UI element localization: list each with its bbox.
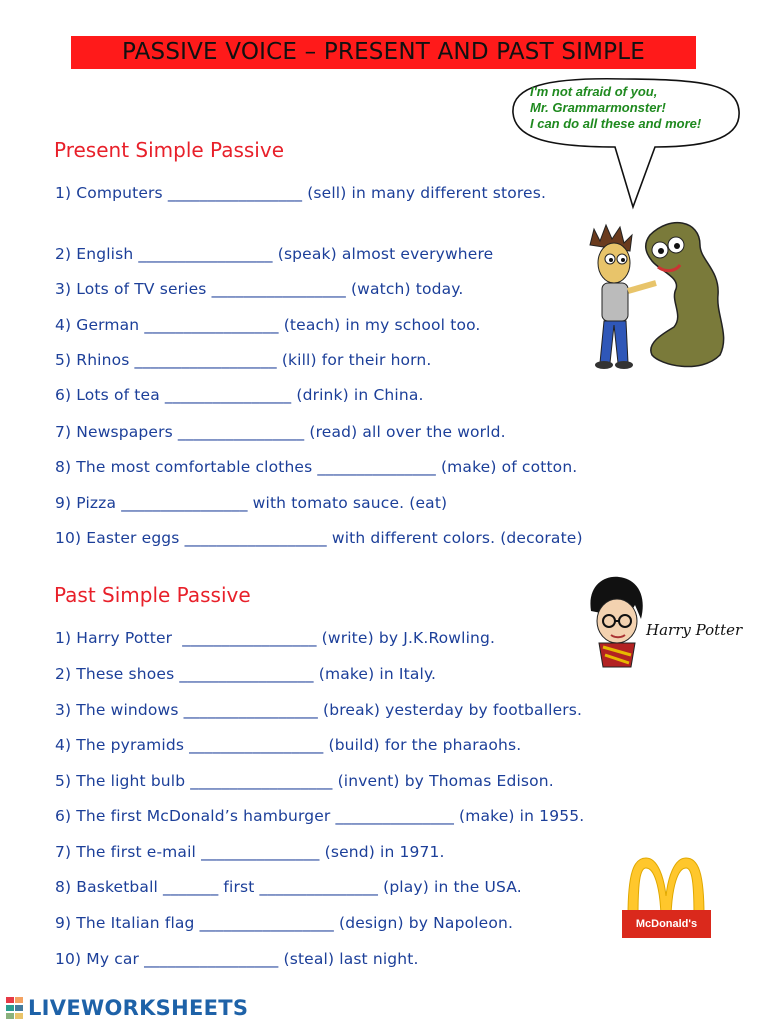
harry-potter-illustration xyxy=(585,575,647,670)
speech-bubble-text xyxy=(530,84,735,132)
present-item: 10) Easter eggs __________________ with different colors. (decorate) xyxy=(55,529,583,547)
present-item: 8) The most comfortable clothes _______________ (make) of cotton. xyxy=(55,458,578,476)
present-simple-heading: Present Simple Passive xyxy=(54,138,284,162)
present-item: 6) Lots of tea ________________ (drink) in China. xyxy=(55,386,424,404)
footer-brand: LIVEWORKSHEETS xyxy=(28,996,249,1020)
past-item: 10) My car _________________ (steal) last night. xyxy=(55,950,419,968)
past-item: 3) The windows _________________ (break) yesterday by footballers. xyxy=(55,701,583,719)
present-item: 2) English _________________ (speak) almost everywhere xyxy=(55,245,494,263)
past-item: 1) Harry Potter _________________ (write) by J.K.Rowling. xyxy=(55,629,496,647)
present-item: 7) Newspapers ________________ (read) all over the world. xyxy=(55,423,506,441)
harry-potter-logo: Harry Potter xyxy=(646,621,743,639)
present-item: 5) Rhinos __________________ (kill) for their horn. xyxy=(55,351,432,369)
present-item: 3) Lots of TV series _________________ (watch) today. xyxy=(55,280,464,298)
boy-and-monster-illustration xyxy=(580,215,740,375)
bubble-line: I can do all these and more! xyxy=(530,116,702,131)
past-item: 4) The pyramids _________________ (build) for the pharaohs. xyxy=(55,736,522,754)
past-item: 6) The first McDonald’s hamburger _______________ (make) in 1955. xyxy=(55,807,585,825)
past-item: 5) The light bulb __________________ (invent) by Thomas Edison. xyxy=(55,772,554,790)
past-simple-heading: Past Simple Passive xyxy=(54,583,251,607)
bubble-line: I'm not afraid of you, xyxy=(530,84,658,99)
mcdonalds-logo-text: McDonald's xyxy=(635,918,698,930)
worksheet-title: PASSIVE VOICE – PRESENT AND PAST SIMPLE xyxy=(71,36,696,69)
liveworksheets-icon xyxy=(6,997,24,1019)
past-item: 8) Basketball _______ first _______________ (play) in the USA. xyxy=(55,878,522,896)
past-item: 9) The Italian flag _________________ (design) by Napoleon. xyxy=(55,914,514,932)
liveworksheets-logo[interactable] xyxy=(6,995,248,1021)
present-item: 9) Pizza ________________ with tomato sauce. (eat) xyxy=(55,494,448,512)
bubble-line: Mr. Grammarmonster! xyxy=(530,100,666,115)
present-item: 4) German _________________ (teach) in my school too. xyxy=(55,316,481,334)
present-item: 1) Computers _________________ (sell) in many different stores. xyxy=(55,184,547,202)
past-item: 2) These shoes _________________ (make) in Italy. xyxy=(55,665,437,683)
past-item: 7) The first e-mail _______________ (send) in 1971. xyxy=(55,843,445,861)
